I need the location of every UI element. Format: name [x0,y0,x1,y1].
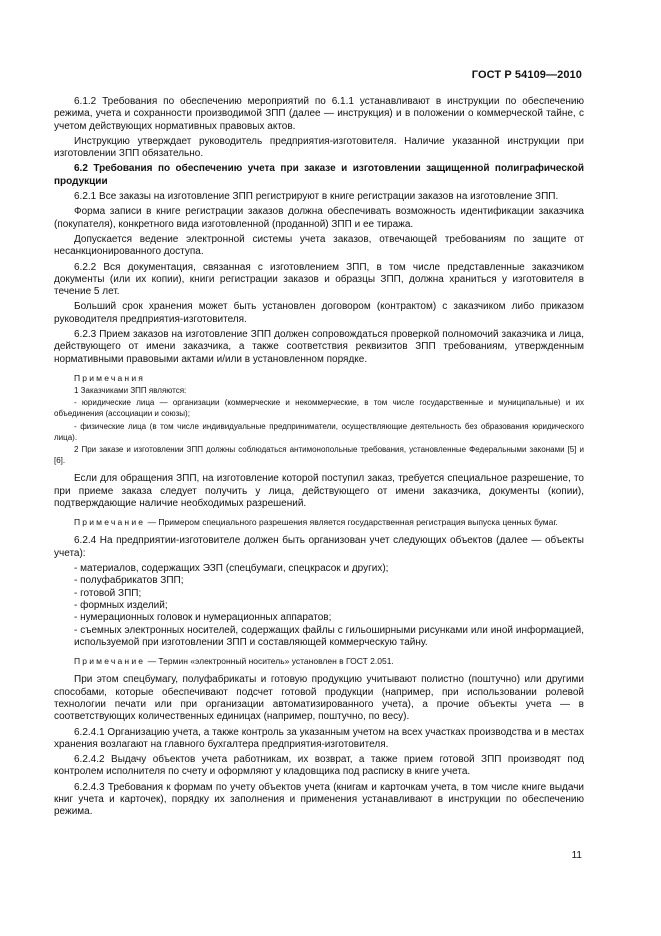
note-text: — Примером специального разрешения является государственная регистрация выпуска ценных бумаг. [145,517,558,528]
paragraph-electronic-system: Допускается ведение электронной системы учета заказов, отвечающей требованиям по защите от несанкционированного доступа. [54,233,584,258]
notes-title: Примечания [74,372,146,383]
list-item: - нумерационных головок и нумерационных аппаратов; [74,612,332,624]
list-item: - полуфабрикатов ЗПП; [74,575,184,587]
paragraph-accounting-methods: При этом спецбумагу, полуфабрикаты и готовую продукцию учитывают полистно (поштучно) или другими способами, которые обеспечивают подсчет готовой продукции (например, при использовании ролевой технологии печати или при организации автоматизированного учета), а прочие объекты учета — в соответствующих количественных единицах (например, поштучно, по весу). [54,674,584,723]
list-item: - формных изделий; [74,599,168,611]
paragraph-6-2-1: 6.2.1 Все заказы на изготовление ЗПП регистрируют в книге регистрации заказов на изготовление ЗПП. [74,191,559,203]
paragraph-6-2-4-3: 6.2.4.3 Требования к формам по учету объектов учета (книгам и карточкам учета, в том числе книге выдачи книг учета и карточек), порядку их заполнения и применения устанавливают в инструкции по обеспечению режима. [54,781,584,818]
paragraph-instruction-approval: Инструкцию утверждает руководитель предприятия-изготовителя. Наличие указанной инструкции при изготовлении ЗПП обязательно. [54,135,584,160]
note-special-permission [54,517,584,528]
note-electronic-carrier [54,656,584,667]
paragraph-6-2-3: 6.2.3 Прием заказов на изготовление ЗПП должен сопровождаться проверкой полномочий заказчика и лица, действующего от имени заказчика, а также соответствия реквизитов ЗПП требованиям, утвержденным нормативными правовыми актами и/или в установленном порядке. [54,329,584,365]
paragraph-6-2-4: 6.2.4 На предприятии-изготовителе должен быть организован учет следующих объектов (далее — объекты учета): [54,535,584,559]
note-1-legal-entities: - юридические лица — организации (коммерческие и некоммерческие, в том числе государственные и муниципальные) и их объединения (ассоциации и союзы); [54,398,584,419]
standard-header: ГОСТ Р 54109—2010 [471,69,582,81]
note-2: 2 При заказе и изготовлении ЗПП должны соблюдаться антимонопольные требования, установленные Федеральными законами [5] и [6]. [54,444,584,466]
note-text: — Термин «электронный носитель» установлен в ГОСТ 2.051. [145,656,394,667]
paragraph-6-2-4-1: 6.2.4.1 Организацию учета, а также контроль за указанным учетом на всех участках производства и в местах хранения возлагают на главного бухгалтера предприятия-изготовителя. [54,726,584,750]
paragraph-special-permission: Если для обращения ЗПП, на изготовление которой поступил заказ, требуется специальное разрешение, то при приеме заказа следует получить у лица, действующего от имени заказчика, документы (копии), подтверждающие наличие необходимых разрешений. [54,473,584,509]
paragraph-6-1-2: 6.1.2 Требования по обеспечению мероприятий по 6.1.1 устанавливают в инструкции по обеспечению режима, учета и сохранности производимой ЗПП (далее — инструкция) и в положении о коммерческой тайне, с учетом действующих нормативных правовых актов. [54,96,584,132]
note-1: 1 Заказчиками ЗПП являются: [74,385,187,395]
note-label: Примечание [74,517,146,528]
paragraph-6-2-4-2: 6.2.4.2 Выдачу объектов учета работникам, их возврат, а также прием готовой ЗПП производят под контролем исполнителя по счету и оформляют у кладовщика под расписку в книге учета. [54,754,584,778]
paragraph-6-2-2: 6.2.2 Вся документация, связанная с изготовлением ЗПП, в том числе представленные заказчиком документы (или их копии), книги регистрации заказов и образцы ЗПП, должна храниться у изготовителя в течение 5 лет. [54,261,584,298]
paragraph-record-form: Форма записи в книге регистрации заказов должна обеспечивать возможность идентификации заказчика (покупателя), конкретного вида изготовленной (проданной) ЗПП и ее тиража. [54,206,584,230]
document-body [54,96,584,819]
list-item: - готовой ЗПП; [74,587,142,599]
page-number: 11 [571,850,582,861]
note-label: Примечание [74,656,146,667]
section-heading-6-2: 6.2 Требования по обеспечению учета при заказе и изготовлении защищенной полиграфической продукции [54,163,584,187]
list-item: - съемных электронных носителей, содержащих файлы с гильоширными рисунками или иной информацией, используемой при изготовлении ЗПП и составляющей коммерческую тайну. [74,624,584,648]
note-1-individuals: - физические лица (в том числе индивидуальные предприниматели, осуществляющие деятельность без образования юридического лица). [54,421,584,442]
list-item: - материалов, содержащих ЭЗП (спецбумаги, спецкрасок и других); [74,563,389,575]
paragraph-storage-term: Больший срок хранения может быть установлен договором (контрактом) с заказчиком либо приказом руководителя предприятия-изготовителя. [54,301,584,325]
